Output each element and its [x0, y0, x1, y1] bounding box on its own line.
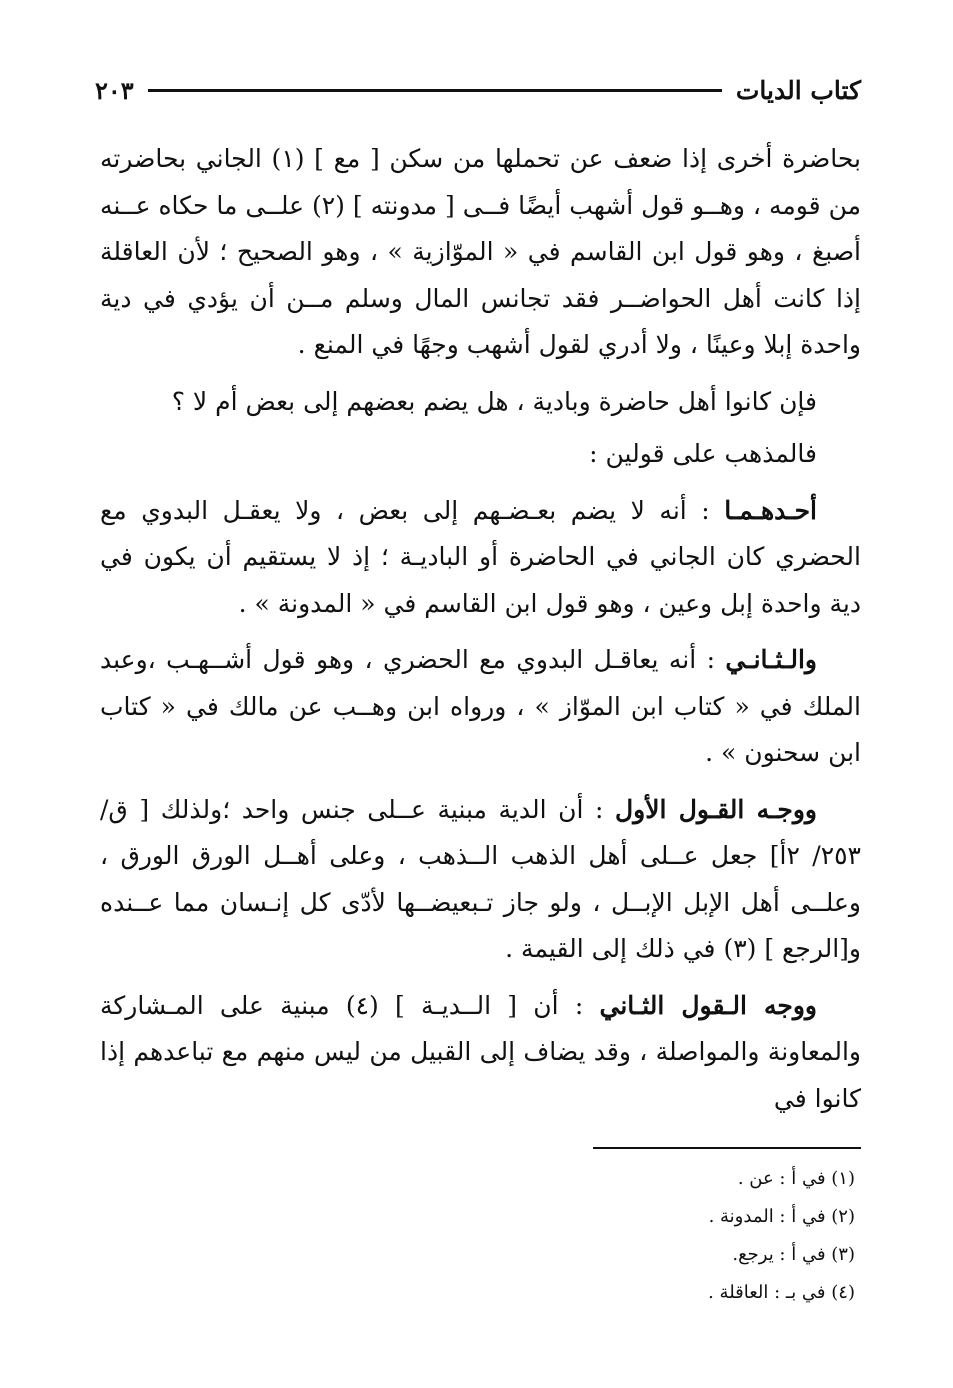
footnote: (٣) في أ : يرجع. — [732, 1244, 855, 1265]
paragraph-text: فإن كانوا أهل حاضرة وبادية ، هل يضم بعضهم إلى بعض أم لا ؟ — [171, 386, 817, 416]
paragraph-text: : أن الدية مبنية عــلى جنس واحد ؛ولذلك [ ق/ ٢٥٣/ ٢أ] جعل عــلى أهل الذهب الــذهب ، وعلى أهــل الورق الورق ، وعلــى أهل الإبل الإبــل ، ولو جاز تـبعيضــها لأدّى كل إنـسان مما عــنده و[الرجع ] (٣) في ذلك إلى القيمة . — [100, 794, 861, 963]
footnote: (٤) في بـ : العاقلة . — [708, 1282, 855, 1303]
paragraph-lead: والـثـانـي — [725, 645, 817, 674]
paragraph-lead: ووجـه القـول الأول — [614, 794, 817, 824]
paragraph — [100, 637, 861, 777]
paragraph-text: : أنه يعاقـل البدوي مع الحضري ، وهو قول أشــهـب ،وعبد الملك في « كتاب ابن الموّاز » ، ورواه ابن وهــب عن مالك في « كتاب ابن سحنون » . — [100, 645, 861, 767]
paragraph-lead: ووجه الـقول الثـاني — [599, 990, 817, 1020]
paragraph — [100, 379, 861, 426]
footnote: (١) في أ : عن . — [737, 1168, 855, 1189]
page-number: ٢٠٣ — [95, 75, 134, 105]
footnote: (٢) في أ : المدونة . — [708, 1206, 855, 1227]
footnotes — [300, 1160, 855, 1312]
chapter-title: كتاب الديات — [735, 75, 861, 105]
paragraph — [100, 136, 861, 369]
running-header — [95, 70, 861, 110]
paragraph-text: : أن [ الــديـة ] (٤) مبنية على المـشاركة والمعاونة والمواصلة ، وقد يضاف إلى القبيل من ليس منهم مع تباعدهم إذا كانوا في — [100, 990, 861, 1113]
paragraph — [100, 431, 861, 478]
paragraph — [100, 983, 861, 1123]
paragraph-text: فالمذهب على قولين : — [589, 439, 817, 468]
paragraph-text: : أنه لا يضم بعـضـهم إلى بعض ، ولا يعقـل البدوي مع الحضري كان الجاني في الحاضرة أو الباديـة ؛ إذ لا يستقيم أن يكون في دية واحدة إبل وعين ، وهو قول ابن القاسم في « المدونة » . — [100, 495, 861, 618]
paragraph-text: بحاضرة أخرى إذا ضعف عن تحملها من سكن [ مع ] (١) الجاني بحاضرته من قومه ، وهــو قول أشهب أيضًا فــى [ مدونته ] (٢) علــى ما حكاه عــنه أصبغ ، وهو قول ابن القاسم في « الموّازية » ، وهو الصحيح ؛ لأن العاقلة إذا كانت أهل الحواضــر فقد تجانس المال وسلم مــن أن يؤدي في دية واحدة إبلا وعينًا ، ولا أدري لقول أشهب وجهًا في المنع . — [100, 144, 861, 359]
paragraph-lead: أحـدهـمـا — [724, 495, 817, 525]
paragraph — [100, 488, 861, 628]
body-text — [100, 136, 861, 1132]
header-rule — [148, 89, 722, 92]
paragraph — [100, 787, 861, 973]
footnote-separator — [593, 1147, 861, 1149]
